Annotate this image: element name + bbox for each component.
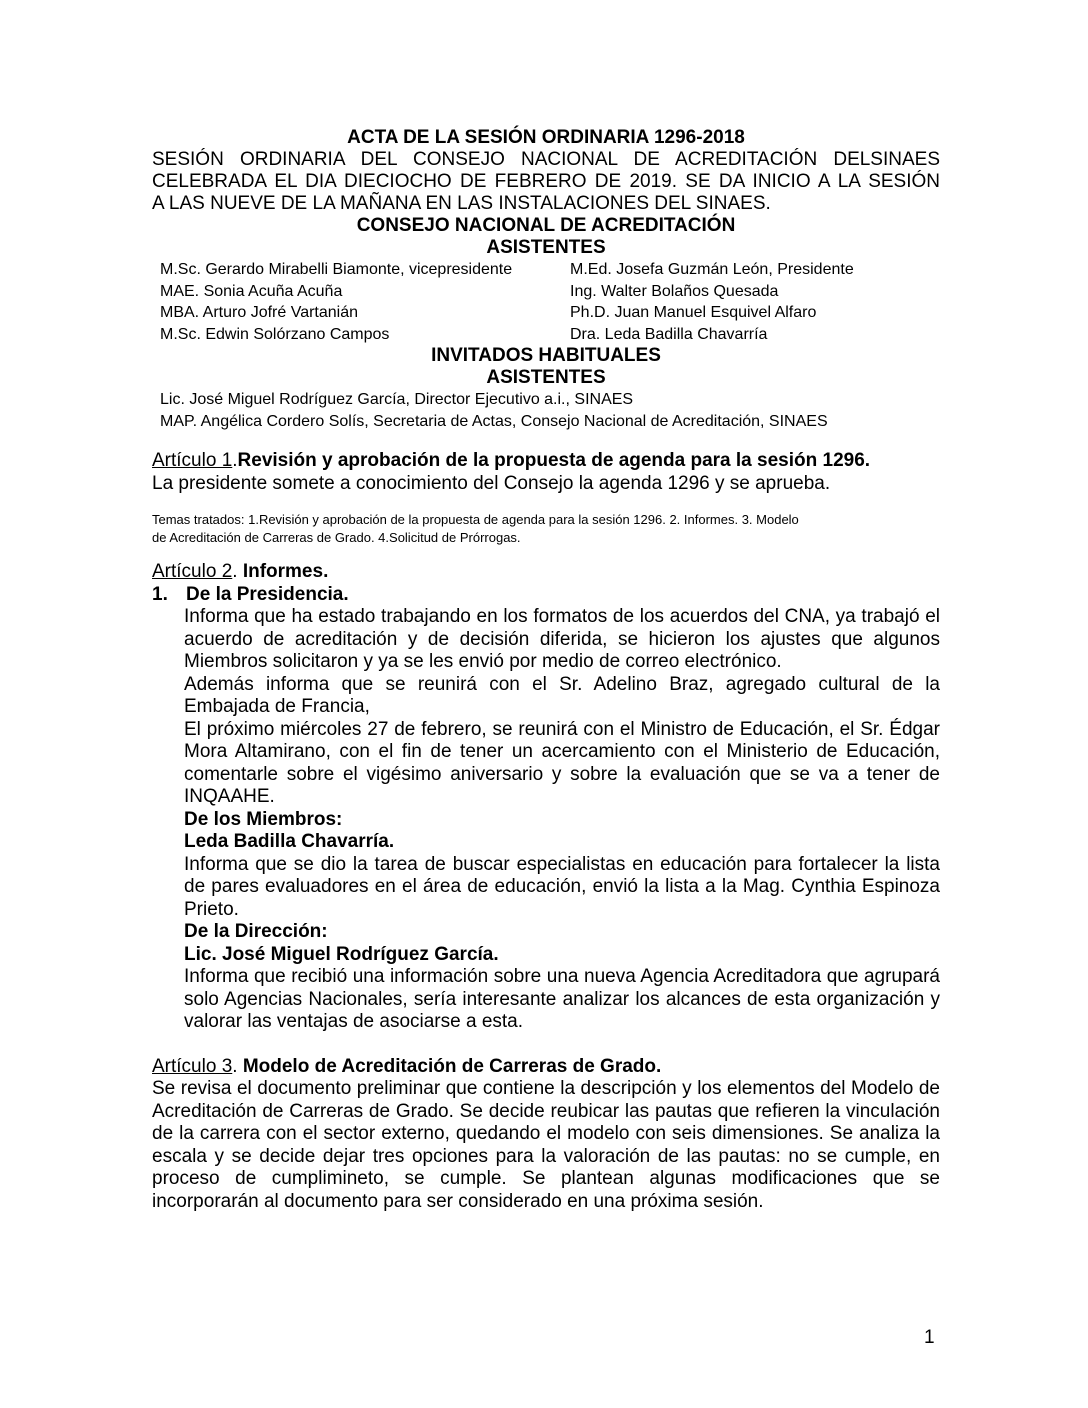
presidency-heading: De la Presidencia.	[186, 583, 349, 605]
article-2-label: Artículo 2	[152, 561, 233, 582]
guests-list	[160, 389, 940, 432]
article-2-heading: Artículo 2. Informes.	[152, 561, 329, 582]
article-2-title: Informes.	[242, 561, 329, 582]
direction-heading: De la Dirección:	[184, 921, 328, 942]
presidency-item	[152, 584, 940, 607]
attendee: MBA. Arturo Jofré Vartanián	[160, 304, 359, 321]
guest: Lic. José Miguel Rodríguez García, Director Ejecutivo a.i., SINAES	[160, 391, 634, 408]
guests-heading: INVITADOS HABITUALES	[431, 345, 661, 366]
director-paragraph: Informa que recibió una información sobre una nueva Agencia Acreditadora que agrupará solo Agencias Nacionales, sería interesante analizar los alcances de esta organización y valorar las ventajas de asociarse a esta.	[184, 966, 940, 1032]
topics-line: Temas tratados: 1.Revisión y aprobación de la propuesta de agenda para la sesión 1296. 2. Informes. 3. Modelo	[152, 512, 799, 527]
article-3-heading: Artículo 3. Modelo de Acreditación de Carreras de Grado.	[152, 1055, 662, 1077]
article-2-body	[184, 606, 940, 1034]
guests-attendees-heading: ASISTENTES	[486, 367, 606, 388]
article-3-label: Artículo 3	[152, 1055, 233, 1077]
council-heading: CONSEJO NACIONAL DE ACREDITACIÓN	[356, 215, 736, 236]
session-intro	[152, 149, 940, 215]
presidency-paragraph: Además informa que se reunirá con el Sr. Adelino Braz, agregado cultural de la Embajada de Francia,	[184, 673, 940, 717]
attendees-heading: ASISTENTES	[486, 237, 606, 258]
guest: MAP. Angélica Cordero Solís, Secretaria de Actas, Consejo Nacional de Acreditación, SINAES	[160, 412, 828, 430]
intro-line: A LAS NUEVE DE LA MAÑANA EN LAS INSTALACIONES DEL SINAES.	[152, 193, 771, 214]
director-name: Lic. José Miguel Rodríguez García.	[184, 943, 499, 965]
attendee: M.Ed. Josefa Guzmán León, Presidente	[570, 261, 854, 278]
attendees-list	[160, 259, 940, 345]
article-3-title: Modelo de Acreditación de Carreras de Grado.	[242, 1055, 662, 1077]
article-1-heading: Artículo 1.Revisión y aprobación de la propuesta de agenda para la sesión 1296.	[152, 450, 871, 471]
intro-line: CELEBRADA EL DIA DIECIOCHO DE FEBRERO DE 2019. SE DA INICIO A LA SESIÓN	[152, 171, 940, 192]
member-name: Leda Badilla Chavarría.	[184, 831, 395, 852]
member-paragraph: Informa que se dio la tarea de buscar especialistas en educación para fortalecer la lista de pares evaluadores en el área de educación, envió la lista a la Mag. Cynthia Espinoza Prieto.	[184, 853, 940, 920]
presidency-paragraph: Informa que ha estado trabajando en los formatos de los acuerdos del CNA, ya trabajó el acuerdo de acreditación y de decisión diferida, se hicieron los ajustes que algunos Miembros solicitaron y ya se les envió por medio de correo electrónico.	[184, 606, 940, 672]
document-title: ACTA DE LA SESIÓN ORDINARIA 1296-2018	[347, 127, 745, 148]
page-number: 1	[924, 1327, 935, 1348]
article-1-label: Artículo 1	[152, 450, 233, 471]
attendee: Dra. Leda Badilla Chavarría	[570, 325, 768, 343]
presidency-paragraph: El próximo miércoles 27 de febrero, se reunirá con el Ministro de Educación, el Sr. Édgar Mora Altamirano, con el fin de tener un acercamiento con el Ministerio de Educación, comentarle sobre el vigésimo aniversario y sobre la evaluación que se va a tener de INQAAHE.	[184, 718, 940, 807]
attendee: MAE. Sonia Acuña Acuña	[160, 282, 343, 300]
article-3-text: Se revisa el documento preliminar que contiene la descripción y los elementos del Modelo de Acreditación de Carreras de Grado. Se decide reubicar las pautas que refieren la vinculación de la carrera con el sector externo, quedando el modelo con seis dimensiones. Se analiza la escala y se decide dejar tres opciones para la valoración de las pautas: no se cumple, en proceso de cumplimineto, se cumple. Se plantean algunas modificaciones que se incorporarán al documento para ser considerado en una próxima sesión.	[152, 1078, 940, 1212]
attendee: Ing. Walter Bolaños Quesada	[570, 282, 779, 300]
attendee: M.Sc. Edwin Solórzano Campos	[160, 325, 390, 343]
article-1-title: Revisión y aprobación de la propuesta de agenda para la sesión 1296.	[237, 450, 871, 471]
attendee: Ph.D. Juan Manuel Esquivel Alfaro	[570, 304, 817, 321]
members-heading: De los Miembros:	[184, 808, 343, 830]
intro-line: SESIÓN ORDINARIA DEL CONSEJO NACIONAL DE ACREDITACIÓN DELSINAES	[152, 149, 940, 170]
article-1-text: La presidente somete a conocimiento del Consejo la agenda 1296 y se aprueba.	[152, 472, 831, 494]
document-content	[152, 127, 940, 1213]
attendee: M.Sc. Gerardo Mirabelli Biamonte, vicepresidente	[160, 261, 513, 278]
topics-line: de Acreditación de Carreras de Grado. 4.Solicitud de Prórrogas.	[152, 530, 521, 545]
item-number: 1.	[152, 583, 168, 605]
